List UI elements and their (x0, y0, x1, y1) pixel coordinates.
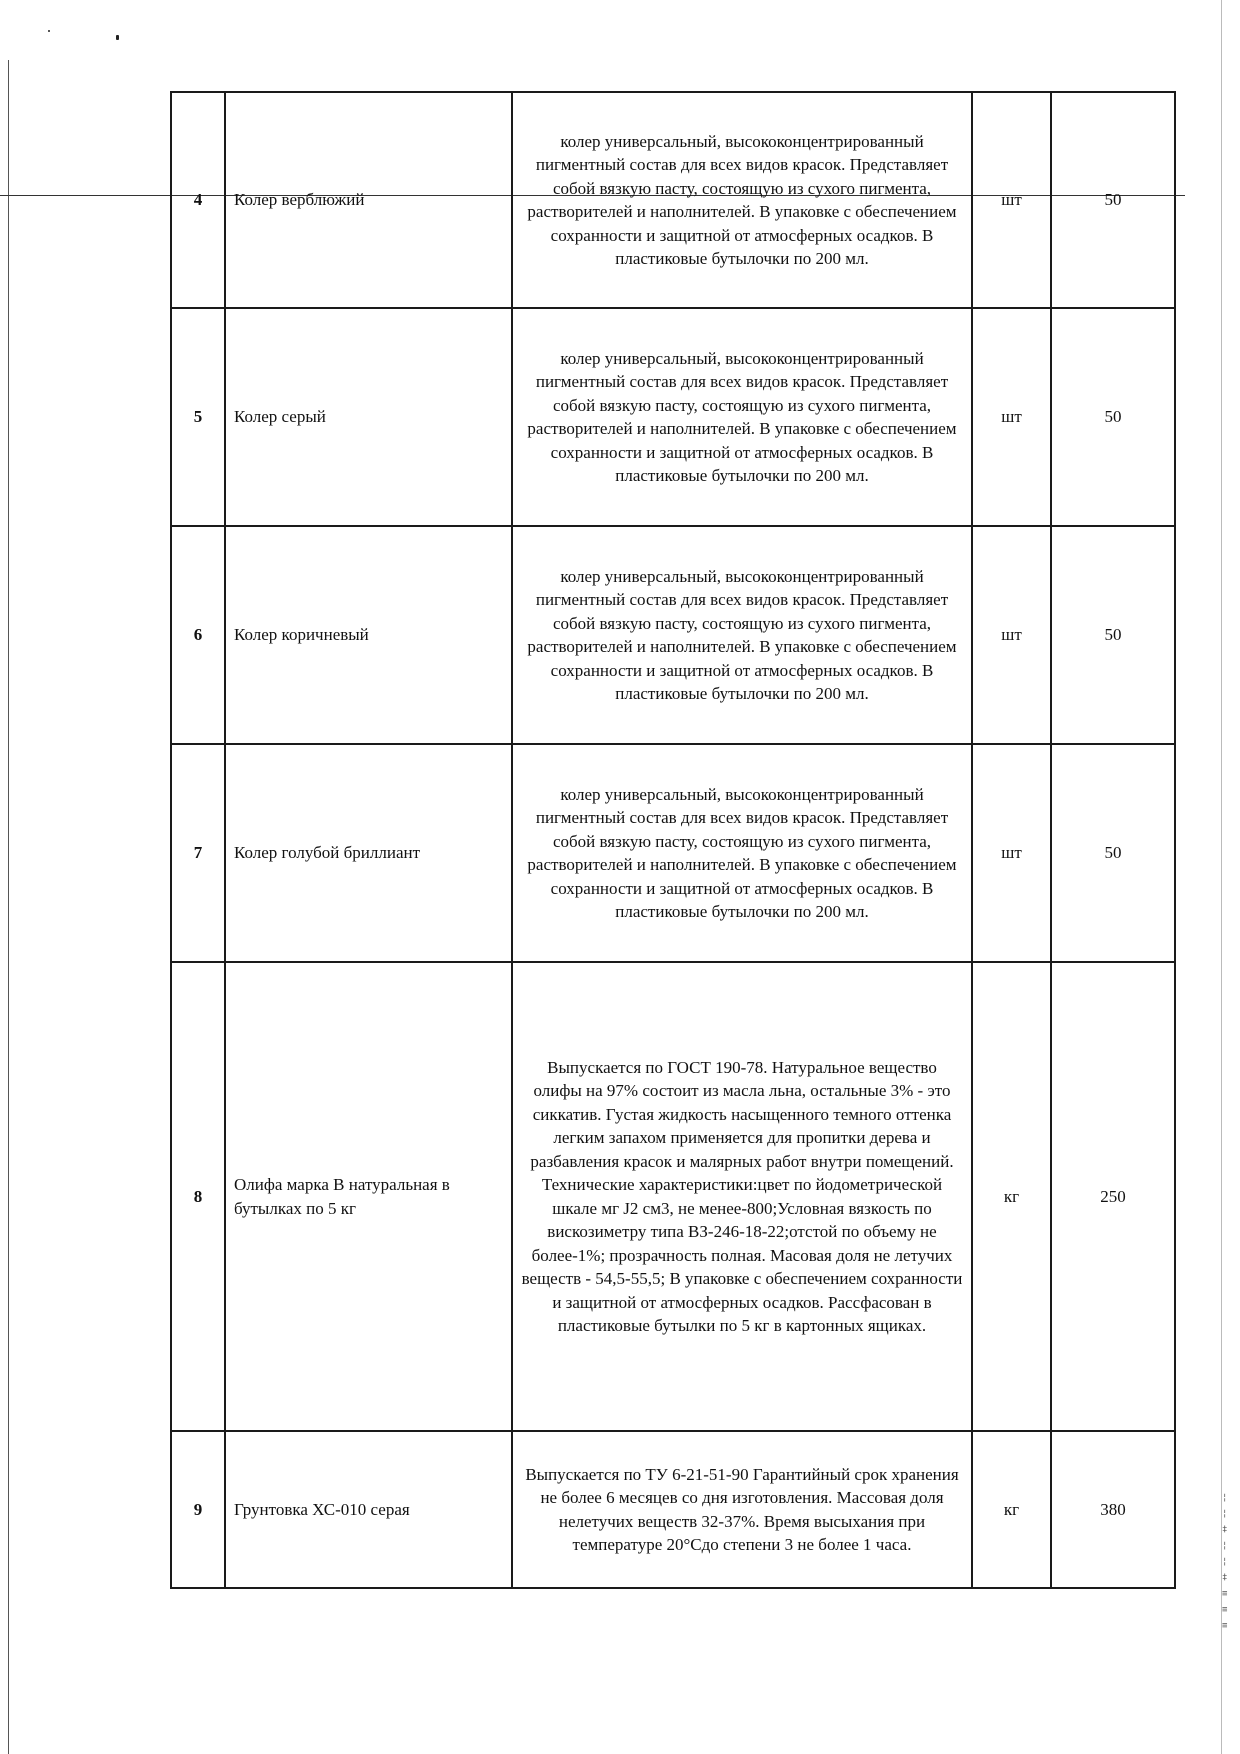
scan-edge-left (8, 60, 9, 1754)
item-description: колер универсальный, высококонцентрированный пигментный состав для всех видов красок. Представляет собой вязкую пасту, состоящую из сухого пигмента, растворителей и наполнителей. В упаковке с обеспечением сохранности и защитной от атмосферных осадков. В пластиковые бутылочки по 200 мл. (512, 526, 972, 744)
item-name: Грунтовка ХС-010 серая (225, 1431, 512, 1588)
quantity: 380 (1051, 1431, 1175, 1588)
unit-of-measure: кг (972, 962, 1051, 1431)
table-row (171, 1431, 1175, 1588)
quantity: 50 (1051, 744, 1175, 962)
scan-edge-marks: ¦ ¦ ‡ ¦ ¦ ‡ ≡ ≡ ≡ (1222, 1493, 1228, 1631)
item-name: Колер коричневый (225, 526, 512, 744)
row-number: 7 (171, 744, 225, 962)
item-name: Колер серый (225, 308, 512, 526)
item-description: колер универсальный, высококонцентрированный пигментный состав для всех видов красок. Представляет собой вязкую пасту, состоящую из сухого пигмента, растворителей и наполнителей. В упаковке с обеспечением сохранности и защитной от атмосферных осадков. В пластиковые бутылочки по 200 мл. (512, 92, 972, 308)
unit-of-measure: кг (972, 1431, 1051, 1588)
item-description: колер универсальный, высококонцентрированный пигментный состав для всех видов красок. Представляет собой вязкую пасту, состоящую из сухого пигмента, растворителей и наполнителей. В упаковке с обеспечением сохранности и защитной от атмосферных осадков. В пластиковые бутылочки по 200 мл. (512, 308, 972, 526)
quantity: 50 (1051, 92, 1175, 308)
unit-of-measure: шт (972, 526, 1051, 744)
table-row (171, 526, 1175, 744)
scan-speck (48, 30, 50, 32)
item-description: Выпускается по ГОСТ 190-78. Натуральное вещество олифы на 97% состоит из масла льна, остальные 3% - это сиккатив. Густая жидкость насыщенного темного оттенка легким запахом применяется для пропитки дерева и разбавления красок и малярных работ внутри помещений. Технические характеристики:цвет по йодометрической шкале мг J2 см3, не менее-800;Условная вязкость по вискозиметру типа ВЗ-246-18-22;отстой по объему не более-1%; прозрачность полная. Масовая доля не летучих веществ - 54,5-55,5; В упаковке с обеспечением сохранности и защитной от атмосферных осадков. Рассфасован в пластиковые бутылки по 5 кг в картонных ящиках. (512, 962, 972, 1431)
table-row (171, 744, 1175, 962)
row-number: 9 (171, 1431, 225, 1588)
row-number: 8 (171, 962, 225, 1431)
row-number: 4 (171, 92, 225, 308)
quantity: 50 (1051, 308, 1175, 526)
unit-of-measure: шт (972, 92, 1051, 308)
table-row (171, 308, 1175, 526)
item-name: Олифа марка В натуральная в бутылках по 5 кг (225, 962, 512, 1431)
specification-table (170, 91, 1176, 1589)
quantity: 50 (1051, 526, 1175, 744)
item-description: колер универсальный, высококонцентрированный пигментный состав для всех видов красок. Представляет собой вязкую пасту, состоящую из сухого пигмента, растворителей и наполнителей. В упаковке с обеспечением сохранности и защитной от атмосферных осадков. В пластиковые бутылочки по 200 мл. (512, 744, 972, 962)
unit-of-measure: шт (972, 308, 1051, 526)
item-description: Выпускается по ТУ 6-21-51-90 Гарантийный срок хранения не более 6 месяцев со дня изготовления. Массовая доля нелетучих веществ 32-37%. Время высыхания при температуре 20°Сдо степени 3 не более 1 часа. (512, 1431, 972, 1588)
row-number: 5 (171, 308, 225, 526)
row-number: 6 (171, 526, 225, 744)
table-row (171, 962, 1175, 1431)
table-row (171, 92, 1175, 308)
quantity: 250 (1051, 962, 1175, 1431)
item-name: Колер верблюжий (225, 92, 512, 308)
unit-of-measure: шт (972, 744, 1051, 962)
scan-speck (116, 35, 119, 40)
item-name: Колер голубой бриллиант (225, 744, 512, 962)
